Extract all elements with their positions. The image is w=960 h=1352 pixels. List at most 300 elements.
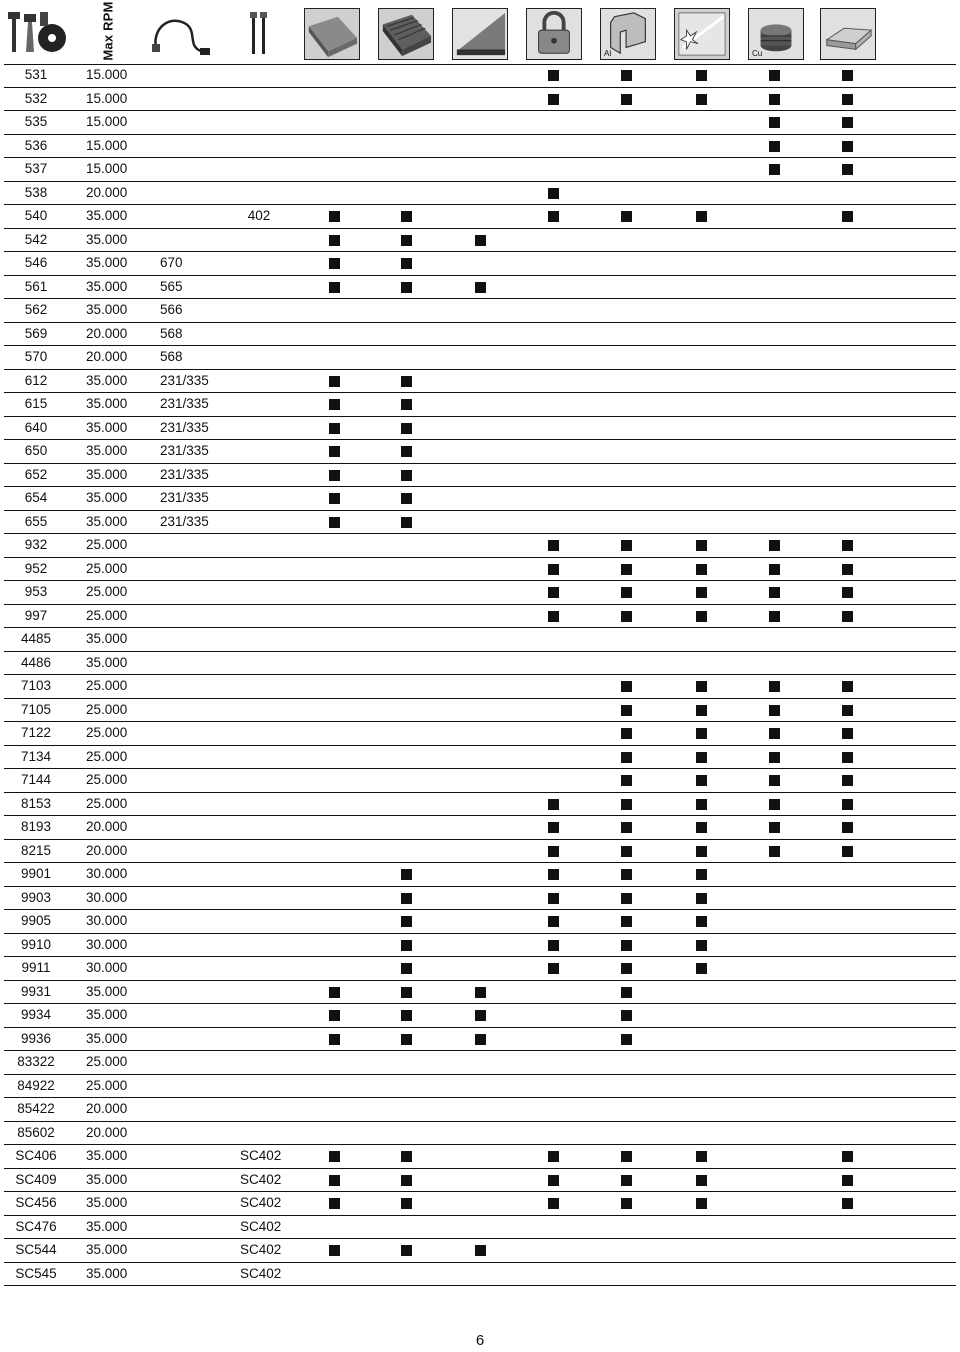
- table-row: [0, 957, 960, 981]
- tools-wheel-icon: [6, 8, 68, 60]
- suitability-mark-glass: [696, 893, 707, 904]
- product-number-cell: 9911: [21, 960, 51, 975]
- suitability-mark-steel: [548, 70, 559, 81]
- suitability-mark-precious_metal: [842, 775, 853, 786]
- product-number-cell: 7122: [20, 725, 52, 740]
- table-row: [0, 1028, 960, 1052]
- suitability-mark-copper: [769, 611, 780, 622]
- mandrel-cell: 231/335: [160, 490, 209, 505]
- suitability-mark-softwood: [329, 517, 340, 528]
- suitability-mark-steel: [548, 587, 559, 598]
- table-row: [0, 370, 960, 394]
- suitability-mark-aluminium: [621, 705, 632, 716]
- product-number-cell: 7103: [20, 678, 52, 693]
- suitability-mark-aluminium: [621, 94, 632, 105]
- suitability-mark-precious_metal: [842, 822, 853, 833]
- suitability-mark-aluminium: [621, 1175, 632, 1186]
- product-number-cell: 7105: [20, 701, 52, 717]
- max-rpm-cell: 35.000: [86, 419, 128, 435]
- table-row: [0, 910, 960, 934]
- suitability-mark-glass: [696, 611, 707, 622]
- suitability-mark-hardwood: [401, 1151, 412, 1162]
- suitability-mark-glass: [696, 564, 707, 575]
- table-header: [0, 0, 960, 66]
- suitability-mark-softwood: [329, 235, 340, 246]
- suitability-mark-glass: [696, 587, 707, 598]
- suitability-mark-copper: [769, 587, 780, 598]
- suitability-mark-precious_metal: [842, 564, 853, 575]
- product-number-cell: 640: [24, 419, 48, 435]
- suitability-mark-glass: [696, 1198, 707, 1209]
- suitability-mark-softwood: [329, 446, 340, 457]
- suitability-mark-precious_metal: [842, 540, 853, 551]
- product-number-cell: 562: [24, 302, 48, 317]
- product-number-cell: 650: [24, 443, 48, 458]
- holder-cell: SC402: [240, 1242, 282, 1257]
- aluminium-profile-symbol-label: Al: [604, 49, 612, 58]
- suitability-mark-aluminium: [621, 916, 632, 927]
- suitability-mark-copper: [769, 822, 780, 833]
- mandrel-cell: 568: [160, 349, 183, 364]
- table-row: [0, 1192, 960, 1216]
- max-rpm-cell: 30.000: [86, 936, 128, 952]
- max-rpm-cell: 20.000: [86, 325, 128, 341]
- suitability-mark-hardwood: [401, 963, 412, 974]
- table-row: [0, 652, 960, 676]
- suitability-mark-aluminium: [621, 869, 632, 880]
- product-number-cell: 536: [24, 137, 48, 153]
- suitability-mark-steel: [548, 211, 559, 222]
- product-number-cell: 997: [24, 607, 48, 623]
- suitability-mark-softwood: [329, 470, 340, 481]
- suitability-mark-precious_metal: [842, 94, 853, 105]
- suitability-mark-precious_metal: [842, 1175, 853, 1186]
- suitability-mark-glass: [696, 540, 707, 551]
- suitability-mark-aluminium: [621, 540, 632, 551]
- suitability-mark-aluminium: [621, 963, 632, 974]
- max-rpm-cell: 35.000: [86, 631, 128, 646]
- table-row: [0, 581, 960, 605]
- max-rpm-cell: 25.000: [86, 537, 128, 552]
- suitability-mark-aluminium: [621, 611, 632, 622]
- suitability-mark-glass: [696, 728, 707, 739]
- row-divider: [4, 1285, 956, 1286]
- suitability-mark-precious_metal: [842, 752, 853, 763]
- suitability-mark-steel: [548, 916, 559, 927]
- suitability-mark-steel: [548, 1198, 559, 1209]
- suitability-mark-precious_metal: [842, 681, 853, 692]
- suitability-mark-hardwood: [401, 869, 412, 880]
- suitability-mark-laminate: [475, 235, 486, 246]
- max-rpm-cell: 20.000: [86, 842, 128, 858]
- suitability-mark-softwood: [329, 1034, 340, 1045]
- table-row: [0, 1122, 960, 1146]
- table-row: [0, 1004, 960, 1028]
- product-number-cell: 9901: [20, 866, 52, 881]
- max-rpm-cell: 20.000: [86, 184, 128, 200]
- product-number-cell: 8215: [20, 842, 52, 858]
- product-number-cell: 84922: [17, 1077, 55, 1093]
- suitability-mark-steel: [548, 94, 559, 105]
- max-rpm-cell: 15.000: [86, 114, 128, 129]
- suitability-mark-aluminium: [621, 1034, 632, 1045]
- suitability-mark-steel: [548, 540, 559, 551]
- table-row: [0, 182, 960, 206]
- laminate-icon: [452, 8, 508, 60]
- max-rpm-cell: 35.000: [86, 396, 128, 411]
- suitability-mark-hardwood: [401, 916, 412, 927]
- product-number-cell: 535: [24, 114, 48, 129]
- suitability-mark-aluminium: [621, 1198, 632, 1209]
- max-rpm-cell: 35.000: [86, 255, 128, 270]
- product-number-cell: 9905: [20, 913, 52, 928]
- suitability-mark-steel: [548, 869, 559, 880]
- table-row: [0, 393, 960, 417]
- suitability-mark-softwood: [329, 1245, 340, 1256]
- suitability-mark-precious_metal: [842, 211, 853, 222]
- product-number-cell: 9936: [20, 1030, 52, 1046]
- product-number-cell: 4486: [20, 654, 52, 670]
- product-number-cell: 546: [24, 255, 48, 270]
- max-rpm-cell: 30.000: [86, 866, 128, 881]
- holder-cell: SC402: [240, 1218, 282, 1234]
- suitability-mark-glass: [696, 822, 707, 833]
- table-row: [0, 88, 960, 112]
- max-rpm-cell: 25.000: [86, 1054, 128, 1069]
- suitability-mark-copper: [769, 70, 780, 81]
- max-rpm-cell: 35.000: [86, 1265, 128, 1281]
- table-row: [0, 605, 960, 629]
- mandrel-cell: 231/335: [160, 396, 209, 411]
- max-rpm-cell: 35.000: [86, 231, 128, 247]
- table-row: [0, 1216, 960, 1240]
- suitability-mark-aluminium: [621, 681, 632, 692]
- table-row: [0, 276, 960, 300]
- suitability-mark-copper: [769, 799, 780, 810]
- suitability-mark-precious_metal: [842, 1151, 853, 1162]
- product-number-cell: 9910: [20, 936, 52, 952]
- suitability-mark-hardwood: [401, 423, 412, 434]
- suitability-mark-precious_metal: [842, 705, 853, 716]
- suitability-mark-softwood: [329, 1175, 340, 1186]
- table-row: [0, 840, 960, 864]
- max-rpm-cell: 25.000: [86, 701, 128, 717]
- suitability-mark-hardwood: [401, 987, 412, 998]
- suitability-mark-glass: [696, 752, 707, 763]
- mandrel-cell: 231/335: [160, 513, 209, 529]
- product-number-cell: 4485: [20, 631, 52, 646]
- suitability-mark-hardwood: [401, 1245, 412, 1256]
- suitability-mark-hardwood: [401, 493, 412, 504]
- max-rpm-cell: 25.000: [86, 1077, 128, 1093]
- table-row: [0, 205, 960, 229]
- table-row: [0, 1263, 960, 1287]
- suitability-mark-hardwood: [401, 211, 412, 222]
- suitability-mark-glass: [696, 211, 707, 222]
- product-number-cell: 952: [24, 560, 48, 576]
- suitability-mark-glass: [696, 681, 707, 692]
- suitability-mark-precious_metal: [842, 846, 853, 857]
- table-row: [0, 628, 960, 652]
- product-number-cell: SC456: [15, 1195, 57, 1210]
- suitability-mark-aluminium: [621, 799, 632, 810]
- suitability-mark-steel: [548, 893, 559, 904]
- mandrel-cell: 670: [160, 255, 183, 270]
- product-number-cell: 654: [24, 490, 48, 505]
- product-number-cell: 561: [24, 278, 48, 294]
- holder-cell: SC402: [240, 1148, 282, 1163]
- product-number-cell: 612: [24, 372, 48, 388]
- suitability-mark-hardwood: [401, 282, 412, 293]
- max-rpm-cell: 20.000: [86, 349, 128, 364]
- table-row: [0, 111, 960, 135]
- max-rpm-cell: 35.000: [86, 466, 128, 482]
- suitability-mark-aluminium: [621, 564, 632, 575]
- suitability-mark-glass: [696, 705, 707, 716]
- max-rpm-cell: 35.000: [86, 443, 128, 458]
- product-number-cell: SC544: [15, 1242, 57, 1257]
- suitability-mark-laminate: [475, 282, 486, 293]
- suitability-mark-steel: [548, 846, 559, 857]
- suitability-mark-copper: [769, 117, 780, 128]
- suitability-mark-steel: [548, 799, 559, 810]
- table-row: [0, 346, 960, 370]
- table-row: [0, 863, 960, 887]
- mandrel-cell: 231/335: [160, 419, 209, 435]
- product-number-cell: SC476: [15, 1218, 57, 1234]
- product-number-cell: 85602: [17, 1124, 55, 1140]
- suitability-mark-copper: [769, 564, 780, 575]
- suitability-mark-softwood: [329, 987, 340, 998]
- table-row: [0, 64, 960, 88]
- suitability-mark-copper: [769, 540, 780, 551]
- max-rpm-cell: 35.000: [86, 278, 128, 294]
- suitability-mark-hardwood: [401, 1010, 412, 1021]
- table-row: [0, 252, 960, 276]
- table-row: [0, 934, 960, 958]
- suitability-mark-hardwood: [401, 1175, 412, 1186]
- suitability-mark-steel: [548, 963, 559, 974]
- suitability-mark-glass: [696, 775, 707, 786]
- max-rpm-cell: 25.000: [86, 795, 128, 811]
- table-row: [0, 675, 960, 699]
- max-rpm-cell: 35.000: [86, 1030, 128, 1046]
- suitability-mark-softwood: [329, 1010, 340, 1021]
- suitability-mark-aluminium: [621, 752, 632, 763]
- product-number-cell: 7144: [20, 772, 52, 787]
- suitability-mark-glass: [696, 916, 707, 927]
- suitability-mark-laminate: [475, 1010, 486, 1021]
- suitability-mark-hardwood: [401, 376, 412, 387]
- table-row: [0, 746, 960, 770]
- mandrel-cell: 565: [160, 278, 183, 294]
- suitability-mark-precious_metal: [842, 1198, 853, 1209]
- product-number-cell: 9934: [20, 1007, 52, 1022]
- max-rpm-cell: 15.000: [86, 67, 128, 82]
- max-rpm-cell: 35.000: [86, 513, 128, 529]
- suitability-mark-hardwood: [401, 893, 412, 904]
- table-row: [0, 1098, 960, 1122]
- suitability-mark-precious_metal: [842, 728, 853, 739]
- suitability-mark-laminate: [475, 1245, 486, 1256]
- suitability-mark-hardwood: [401, 446, 412, 457]
- product-number-cell: 652: [24, 466, 48, 482]
- max-rpm-header: [96, 2, 120, 60]
- max-rpm-cell: 35.000: [86, 1148, 128, 1163]
- suitability-mark-softwood: [329, 399, 340, 410]
- suitability-mark-hardwood: [401, 1034, 412, 1045]
- suitability-mark-steel: [548, 940, 559, 951]
- suitability-mark-hardwood: [401, 940, 412, 951]
- table-row: [0, 558, 960, 582]
- max-rpm-cell: 15.000: [86, 137, 128, 153]
- mandrel-cell: 231/335: [160, 443, 209, 458]
- suitability-mark-hardwood: [401, 517, 412, 528]
- holder-cell: SC402: [240, 1265, 282, 1281]
- mandrel-icon: [232, 8, 280, 60]
- product-number-cell: 532: [24, 90, 48, 106]
- max-rpm-cell: 25.000: [86, 748, 128, 764]
- max-rpm-cell: 35.000: [86, 1195, 128, 1210]
- suitability-mark-hardwood: [401, 399, 412, 410]
- product-number-cell: 570: [24, 349, 48, 364]
- table-row: [0, 487, 960, 511]
- product-number-cell: 85422: [17, 1101, 55, 1116]
- table-row: [0, 158, 960, 182]
- max-rpm-cell: 35.000: [86, 1242, 128, 1257]
- max-rpm-cell: 25.000: [86, 678, 128, 693]
- hardwood-icon: [378, 8, 434, 60]
- suitability-mark-steel: [548, 822, 559, 833]
- suitability-mark-copper: [769, 728, 780, 739]
- suitability-mark-softwood: [329, 211, 340, 222]
- max-rpm-cell: 35.000: [86, 983, 128, 999]
- suitability-mark-copper: [769, 752, 780, 763]
- table-row: [0, 464, 960, 488]
- product-number-cell: 932: [24, 537, 48, 552]
- table-row: [0, 1145, 960, 1169]
- suitability-mark-aluminium: [621, 775, 632, 786]
- holder-cell: SC402: [240, 1195, 282, 1210]
- table-row: [0, 229, 960, 253]
- max-rpm-cell: 35.000: [86, 1218, 128, 1234]
- suitability-mark-steel: [548, 188, 559, 199]
- holder-cell: 402: [247, 208, 271, 223]
- max-rpm-cell: 25.000: [86, 560, 128, 576]
- suitability-mark-precious_metal: [842, 117, 853, 128]
- suitability-mark-softwood: [329, 258, 340, 269]
- table-row: [0, 511, 960, 535]
- suitability-mark-hardwood: [401, 1198, 412, 1209]
- product-number-cell: 953: [24, 584, 48, 599]
- max-rpm-cell: 35.000: [86, 1007, 128, 1022]
- table-row: [0, 1075, 960, 1099]
- max-rpm-cell: 25.000: [86, 725, 128, 740]
- suitability-mark-aluminium: [621, 822, 632, 833]
- product-number-cell: 542: [24, 231, 48, 247]
- suitability-mark-glass: [696, 963, 707, 974]
- table-row: [0, 816, 960, 840]
- mandrel-cell: 231/335: [160, 466, 209, 482]
- max-rpm-cell: 35.000: [86, 302, 128, 317]
- suitability-mark-softwood: [329, 493, 340, 504]
- holder-cell: SC402: [240, 1171, 282, 1187]
- copper-coins-icon: [748, 8, 804, 60]
- product-number-cell: 531: [24, 67, 48, 82]
- product-number-cell: 83322: [17, 1054, 55, 1069]
- max-rpm-cell: 35.000: [86, 208, 128, 223]
- product-number-cell: 7134: [20, 748, 52, 764]
- product-number-cell: 569: [24, 325, 48, 341]
- flex-shaft-icon: [146, 8, 216, 60]
- suitability-mark-copper: [769, 846, 780, 857]
- suitability-mark-precious_metal: [842, 587, 853, 598]
- suitability-mark-aluminium: [621, 940, 632, 951]
- product-number-cell: 538: [24, 184, 48, 200]
- suitability-mark-precious_metal: [842, 611, 853, 622]
- suitability-mark-glass: [696, 940, 707, 951]
- table-row: [0, 769, 960, 793]
- max-rpm-cell: 20.000: [86, 819, 128, 834]
- suitability-mark-hardwood: [401, 470, 412, 481]
- table-row: [0, 299, 960, 323]
- suitability-mark-glass: [696, 1151, 707, 1162]
- max-rpm-cell: 30.000: [86, 913, 128, 928]
- max-rpm-label: Max RPM: [100, 1, 116, 61]
- product-number-cell: SC545: [15, 1265, 57, 1281]
- suitability-mark-aluminium: [621, 987, 632, 998]
- glass-icon: [674, 8, 730, 60]
- max-rpm-cell: 15.000: [86, 161, 128, 176]
- product-number-cell: 8153: [20, 795, 52, 811]
- product-number-cell: SC406: [15, 1148, 57, 1163]
- max-rpm-cell: 25.000: [86, 772, 128, 787]
- table-row: [0, 440, 960, 464]
- suitability-mark-softwood: [329, 423, 340, 434]
- suitability-mark-aluminium: [621, 587, 632, 598]
- suitability-mark-copper: [769, 705, 780, 716]
- max-rpm-cell: 35.000: [86, 1171, 128, 1187]
- product-number-cell: 9903: [20, 889, 52, 905]
- suitability-mark-steel: [548, 564, 559, 575]
- aluminium-profile-icon: [600, 8, 656, 60]
- max-rpm-cell: 20.000: [86, 1124, 128, 1140]
- suitability-mark-hardwood: [401, 258, 412, 269]
- max-rpm-cell: 35.000: [86, 654, 128, 670]
- suitability-mark-softwood: [329, 1151, 340, 1162]
- steel-padlock-icon: [526, 8, 582, 60]
- suitability-mark-precious_metal: [842, 141, 853, 152]
- copper-coins-symbol-label: Cu: [752, 49, 763, 58]
- max-rpm-cell: 25.000: [86, 584, 128, 599]
- suitability-mark-steel: [548, 611, 559, 622]
- product-number-cell: 537: [24, 161, 48, 176]
- suitability-mark-aluminium: [621, 211, 632, 222]
- suitability-mark-aluminium: [621, 70, 632, 81]
- suitability-mark-softwood: [329, 376, 340, 387]
- suitability-mark-laminate: [475, 1034, 486, 1045]
- table-row: [0, 699, 960, 723]
- suitability-mark-precious_metal: [842, 70, 853, 81]
- max-rpm-cell: 20.000: [86, 1101, 128, 1116]
- mandrel-cell: 231/335: [160, 372, 209, 388]
- table-row: [0, 417, 960, 441]
- page-number: 6: [475, 1332, 485, 1349]
- precious-metal-bar-icon: [820, 8, 876, 60]
- table-row: [0, 135, 960, 159]
- suitability-mark-softwood: [329, 282, 340, 293]
- suitability-mark-copper: [769, 94, 780, 105]
